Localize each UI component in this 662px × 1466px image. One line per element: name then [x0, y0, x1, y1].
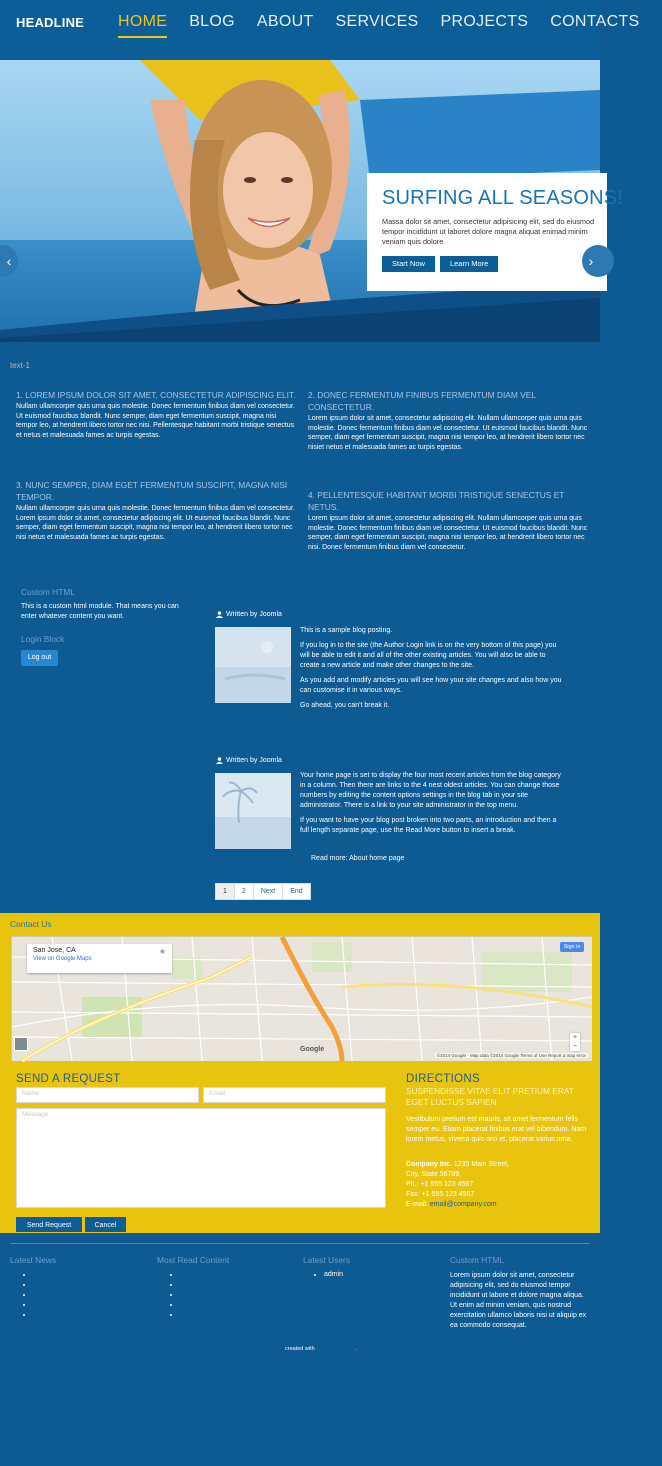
text1-label: text-1: [10, 361, 31, 370]
article-text: Lorem ipsum dolor sit amet, consectetur adipiscing elit. Nullam ullamcorper quis urna quis molestie. Donec fermentum finibus diam vel consectetur. Ut euismod faucibus blandit. Nunc semper, diam eget fermentum suscipit, magna nisi tempor leo, at hendrerit libero tortor nec nisiet netus et malesuada fames ac turpis egestas.: [308, 415, 588, 451]
post-thumbnail[interactable]: [215, 773, 291, 849]
login-block-title: Login Block: [21, 634, 65, 644]
logout-button[interactable]: Log out: [21, 650, 58, 666]
article-1: [16, 389, 298, 440]
user-item[interactable]: • admin: [324, 1270, 343, 1280]
page-end[interactable]: End: [290, 888, 303, 895]
google-map[interactable]: [11, 936, 591, 1060]
post-body: Your home page is set to display the four most recent articles from the blog category in a column. Then there are links to the 4 nest oldest articles. You can change those numbers by editing the content options settings in the blog tab in your site administrator. There is a link to your site administrator in the top menu. If you want to have your blog post broken into two parts, an introduction and then a full length separate page, use the Read More button to insert a break.: [300, 772, 561, 834]
post-author: Written by Joomla: [216, 757, 282, 764]
post-thumbnail[interactable]: [215, 627, 291, 703]
chevron-right-icon: ›: [588, 253, 594, 269]
most-read-title: Most Read Content: [157, 1255, 230, 1265]
hero-slider: [0, 60, 624, 342]
nav-home[interactable]: HOME: [118, 12, 167, 38]
article-3: [16, 479, 298, 542]
slider-next-button[interactable]: [582, 245, 614, 277]
learn-more-button[interactable]: Learn More: [440, 256, 498, 272]
article-title[interactable]: 1. LOREM IPSUM DOLOR SIT AMET, CONSECTETUR ADIPISCING ELIT.: [16, 390, 296, 400]
article-2: [308, 389, 590, 452]
latest-users-list: [314, 1270, 343, 1280]
page-2[interactable]: 2: [235, 884, 254, 899]
main-nav: [118, 12, 662, 38]
directions-subtitle: SUSPENDISSE VITAE ELIT PRETIUM ERAT EGET LUCTUS SAPIEN: [406, 1086, 574, 1107]
cancel-button[interactable]: Cancel: [85, 1215, 126, 1232]
page-next[interactable]: Next: [254, 884, 283, 899]
page-1[interactable]: 1: [216, 884, 235, 899]
latest-users-title: Latest Users: [303, 1255, 351, 1265]
map-zoom-control[interactable]: [570, 1033, 580, 1051]
name-input[interactable]: Name: [16, 1087, 199, 1103]
star-icon[interactable]: ★: [158, 947, 166, 956]
user-icon: [216, 611, 223, 618]
slide-caption: [367, 173, 624, 291]
satellite-toggle[interactable]: [14, 1037, 28, 1051]
nav-blog[interactable]: BLOG: [189, 13, 235, 30]
contact-title: Contact Us: [10, 919, 52, 929]
message-textarea[interactable]: Message: [16, 1108, 386, 1208]
user-icon: [216, 757, 223, 764]
article-text: Nullam ullamcorper quis urna quis molestie. Donec fermentum finibus diam vel consectetur. Lorem ipsum dolor sit amet, consectetur adipiscing elit. Ut euismod faucibus blandit. Nunc semper, diam eget fermentum suscipit, magna nisi tempor leo, at hendrerit libero tortor nec nisi netus et malesuada fames ac turpis egestas.: [16, 505, 295, 541]
nav-services[interactable]: SERVICES: [335, 13, 419, 30]
email-input[interactable]: Email: [203, 1087, 386, 1103]
footer-divider: [10, 1243, 590, 1244]
site-header: [0, 0, 640, 60]
article-title[interactable]: 2. DONEC FERMENTUM FINIBUS FERMENTUM DIAM VEL CONSECTETUR.: [308, 390, 536, 412]
company-address: Company Inc. 1235 Main Street, City, State 56789, Ph.: +1 555 123 4567 Fax: +1 555 123 4567 E-mail: email@company.com: [406, 1161, 510, 1208]
custom-html-text: This is a custom html module. That means you can enter whatever content you want.: [21, 603, 179, 620]
post-body: This is a sample blog posting. If you log in to the site (the Author Login link is on the very bottom of this page) you will be able to edit it and all of the other existing articles. You will also be able to create a new article and make other changes to the site. As you add and modify articles you will see how your site changes and also how you can customise it in various ways. Go ahead, you can't break it.: [300, 627, 562, 709]
logo[interactable]: HEADLINE: [16, 15, 85, 30]
footer-custom-text: Lorem ipsum dolor sit amet, consectetur adipisicing elit, sed do eiusmod tempor incididunt ut labore et dolore magna aliqua. Ut enim ad minim veniam, quis nostrud exercitation ullamco laboris nisi ut aliquip ex ea commodo consequat.: [450, 1272, 587, 1329]
map-info-window: [27, 944, 172, 973]
zoom-out-icon[interactable]: −: [572, 1043, 578, 1050]
map-attribution: ©2014 Google · Map data ©2014 Google Terms of Use Report a map error: [436, 1053, 586, 1058]
article-title[interactable]: 3. NUNC SEMPER, DIAM EGET FERMENTUM SUSCIPIT, MAGNA NISI TEMPOR.: [16, 480, 288, 502]
read-more-link[interactable]: Read more: About home page: [311, 855, 405, 862]
created-with: created with .: [285, 1346, 357, 1352]
zoom-in-icon[interactable]: +: [572, 1034, 578, 1041]
send-request-button[interactable]: Send Request: [16, 1215, 82, 1232]
google-logo: Google: [300, 1046, 325, 1053]
pagination: [215, 883, 311, 900]
nav-contacts[interactable]: CONTACTS: [550, 13, 640, 30]
nav-projects[interactable]: PROJECTS: [440, 13, 529, 30]
map-place: San Jose, CA: [33, 947, 76, 954]
post-author: Written by Joomla: [216, 611, 282, 618]
article-4: [308, 489, 590, 552]
chevron-left-icon: ‹: [6, 253, 12, 269]
slide-text: Massa dolor sit amet, consectetur adipisicing elit, sed do eiusmod tempor incididunt ut laboret dolore magna aliquat enimad minim veniam quis dolore: [382, 217, 595, 246]
article-text: Nullam ullamcorper quis urna quis molestie. Donec fermentum finibus diam vel consectetur. Ut euismod faucibus blandit. Nunc semper, diam eget fermentum suscipit, magna nisi tempor leo, at hendrerit libero tortor nec nisi. Pellentesque habitant morbi tristique senectus et netus et malesuada fames ac turpis egestas.: [16, 403, 295, 439]
footer-custom-title: Custom HTML: [450, 1255, 504, 1265]
most-read-list: [170, 1270, 180, 1320]
send-request-title: SEND A REQUEST: [16, 1073, 121, 1085]
directions-title: DIRECTIONS: [406, 1073, 480, 1085]
custom-html-title: Custom HTML: [21, 587, 75, 597]
directions-text: Vestibulum pretium est mauris, sit amet fermentum felis semper eu. Etiam placerat finibus erat vel bibendum. Nam lorem metus, viverra quis orci et, placerat varius urna.: [406, 1116, 587, 1143]
latest-news-title: Latest News: [10, 1255, 57, 1265]
map-sign-in-button[interactable]: Sign in: [560, 942, 584, 952]
article-text: Lorem ipsum dolor sit amet, consectetur adipiscing elit. Nullam ullamcorper quis urna quis molestie. Donec fermentum finibus diam vel consectetur. Ut euismod faucibus blandit. Nunc semper, diam eget fermentum suscipit, magna nisi tempor leo, at hendrerit libero tortor nec nisi. Donec fermentum finibus diam vel consectetur.: [308, 515, 588, 551]
view-google-maps-link[interactable]: View on Google Maps: [33, 956, 92, 962]
slide-title: SURFING ALL SEASONS!: [382, 187, 624, 209]
email-link[interactable]: email@company.com: [429, 1201, 497, 1208]
start-now-button[interactable]: Start Now: [382, 256, 435, 272]
contact-section: [0, 913, 600, 1233]
latest-news-list: [23, 1270, 33, 1320]
nav-about[interactable]: ABOUT: [256, 13, 314, 30]
article-title[interactable]: 4. PELLENTESQUE HABITANT MORBI TRISTIQUE SENECTUS ET NETUS.: [308, 490, 565, 512]
